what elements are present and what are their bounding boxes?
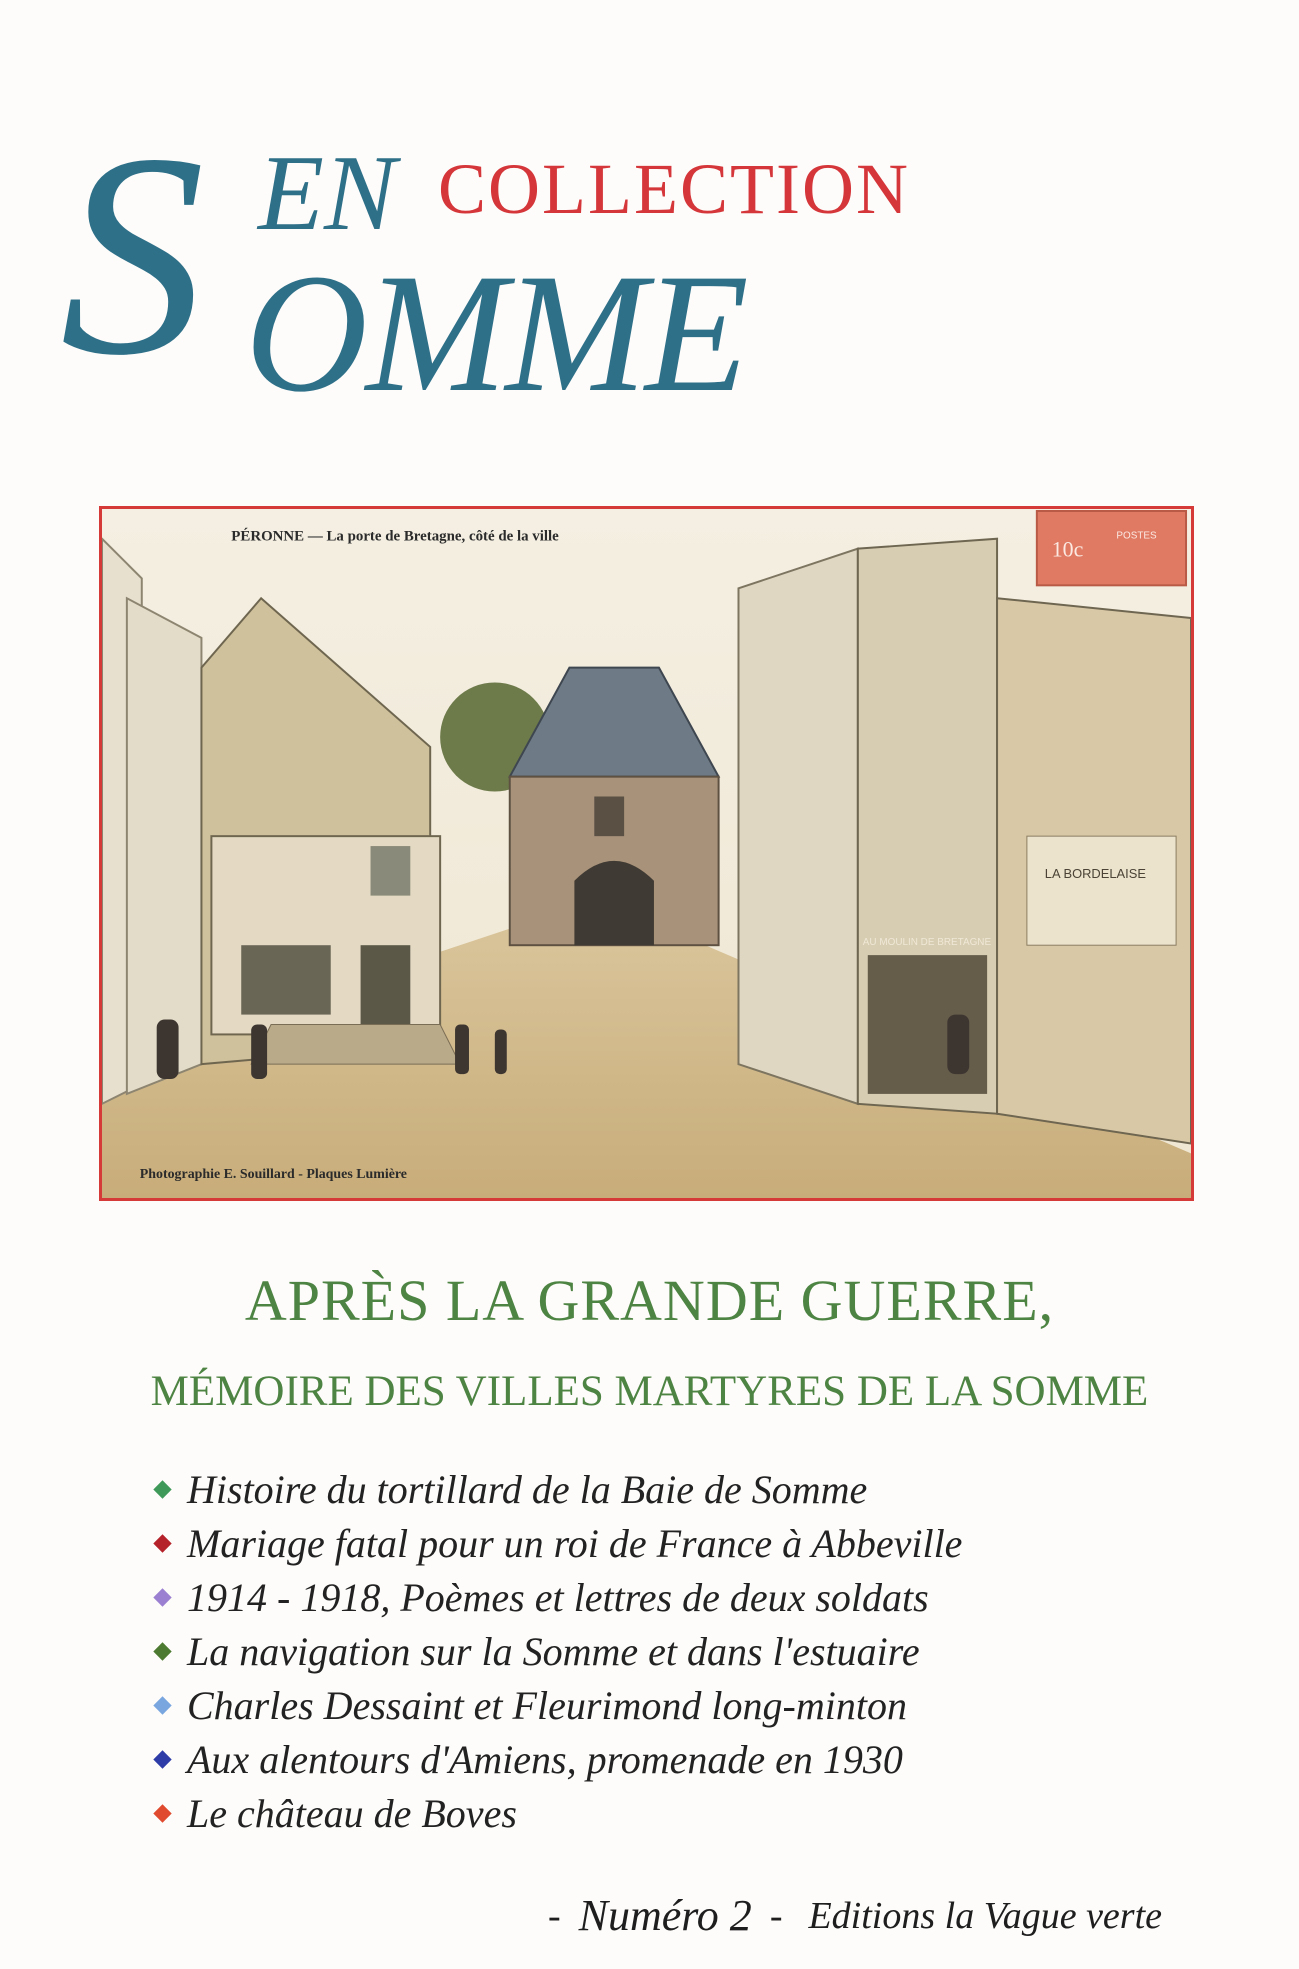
diamond-bullet-icon [153, 1588, 171, 1606]
diamond-bullet-icon [153, 1534, 171, 1552]
list-item: Mariage fatal pour un roi de France à Abbeville [150, 1516, 1210, 1570]
footer [530, 1890, 1250, 1941]
diamond-bullet-icon [153, 1480, 171, 1498]
list-item: 1914 - 1918, Poèmes et lettres de deux soldats [150, 1570, 1210, 1624]
publisher-name: Editions la Vague verte [808, 1894, 1163, 1937]
postcard-caption-bottom: Photographie E. Souillard - Plaques Lumière [139, 1167, 407, 1183]
shop-front: AU MOULIN DE BRETAGNE [862, 937, 992, 949]
postcard-caption-top: PÉRONNE — La porte de Bretagne, côté de la ville [231, 528, 559, 545]
logo-letter-s: S [60, 94, 201, 415]
diamond-bullet-icon [153, 1642, 171, 1660]
list-item: Aux alentours d'Amiens, promenade en 1930 [150, 1732, 1210, 1786]
list-item: Le château de Boves [150, 1786, 1210, 1840]
shop-sign: LA BORDELAISE [1044, 865, 1146, 881]
diamond-bullet-icon [153, 1750, 171, 1768]
footer-dash: - [548, 1894, 561, 1937]
footer-dash: - [769, 1894, 783, 1937]
logo-omme: OMME [245, 239, 747, 427]
issue-number: Numéro 2 [578, 1891, 752, 1940]
stamp-value: 10c [1051, 537, 1084, 562]
list-item: Charles Dessaint et Fleurimond long-minton [150, 1678, 1210, 1732]
contents-list [150, 1462, 1210, 1840]
postcard-illustration [102, 509, 1191, 1198]
cover-title: APRÈS LA GRANDE GUERRE, [244, 1268, 1055, 1333]
diamond-bullet-icon [153, 1804, 171, 1822]
logo-en: EN [258, 134, 397, 253]
stamp-country: POSTES [1116, 530, 1157, 542]
cover-subtitle: MÉMOIRE DES VILLES MARTYRES DE LA SOMME [150, 1368, 1149, 1415]
list-item: La navigation sur la Somme et dans l'estuaire [150, 1624, 1210, 1678]
list-item: Histoire du tortillard de la Baie de Somme [150, 1462, 1210, 1516]
cover-photo [99, 506, 1194, 1201]
logo-collection: COLLECTION [438, 149, 910, 229]
diamond-bullet-icon [153, 1696, 171, 1714]
